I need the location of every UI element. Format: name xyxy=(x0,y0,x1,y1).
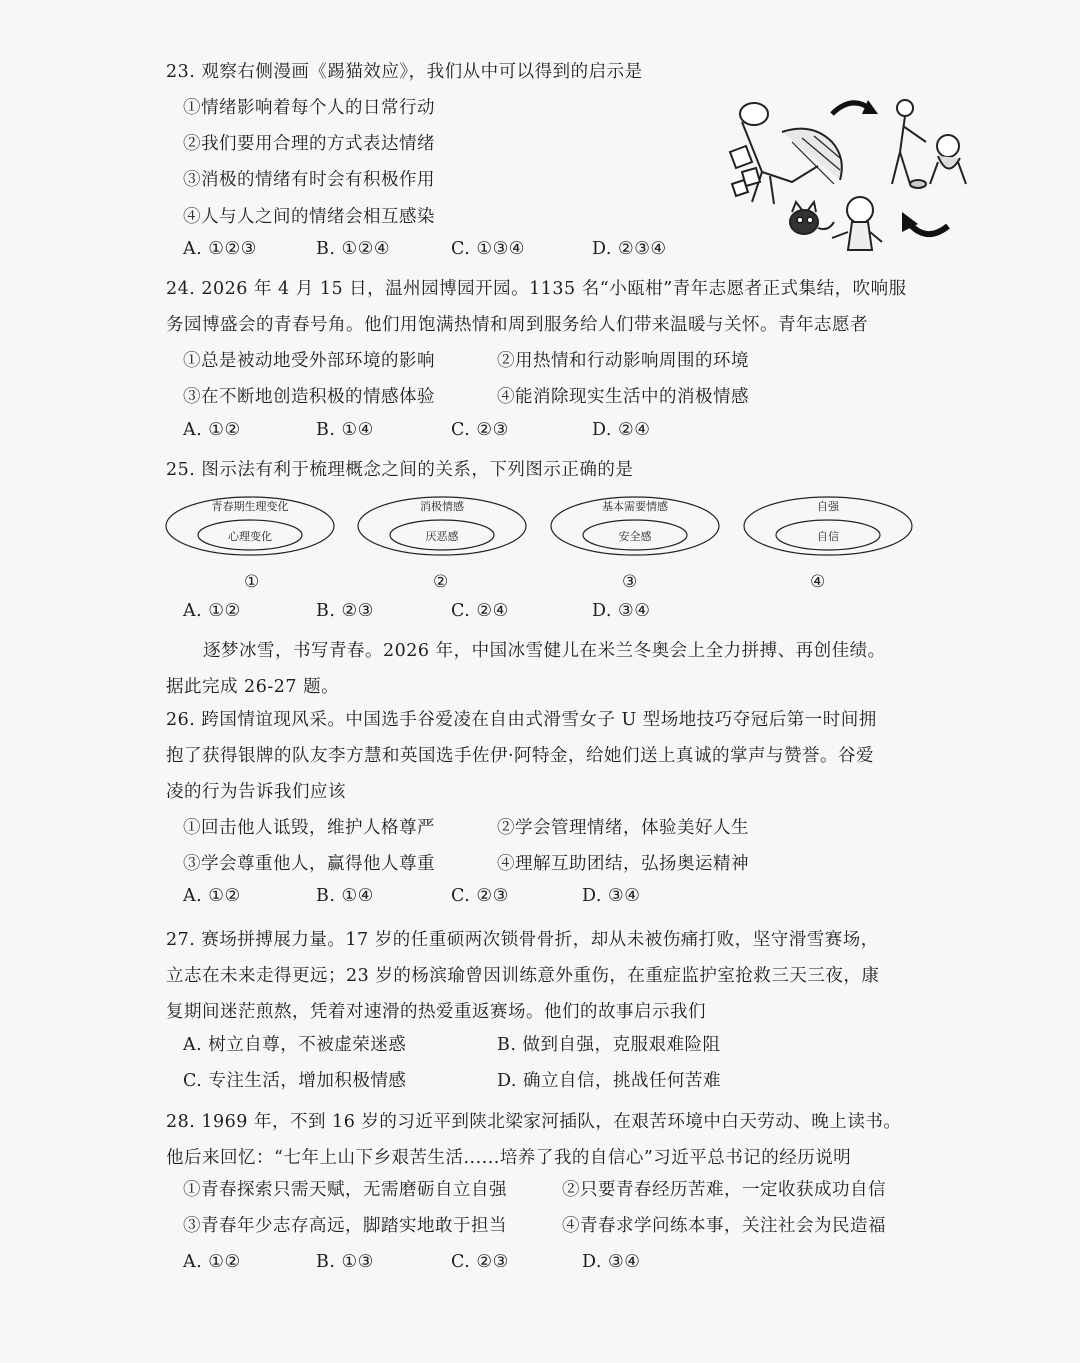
q25-diagram-4 xyxy=(742,495,914,557)
q23-option-a[interactable]: A. ①②③ xyxy=(183,239,257,259)
q24-item-2: ②用热情和行动影响周围的环境 xyxy=(497,351,749,371)
q24-option-c[interactable]: C. ②③ xyxy=(451,420,509,440)
q28-option-c[interactable]: C. ②③ xyxy=(451,1252,509,1272)
q25-diagram-2-number: ② xyxy=(433,572,449,592)
q25-diagram-1 xyxy=(164,495,336,557)
q25-option-c[interactable]: C. ②④ xyxy=(451,601,509,621)
q25-stem: 25. 图示法有利于梳理概念之间的关系，下列图示正确的是 xyxy=(166,460,634,480)
q23-stem: 23. 观察右侧漫画《踢猫效应》，我们从中可以得到的启示是 xyxy=(166,62,643,82)
q25-diagram-1-outer-label: 青春期生理变化 xyxy=(211,500,289,513)
q26-option-b[interactable]: B. ①④ xyxy=(316,886,374,906)
q25-diagram-2-outer-label: 消极情感 xyxy=(420,500,464,513)
q23-option-b[interactable]: B. ①②④ xyxy=(316,239,391,259)
q24-stem-line-1: 24. 2026 年 4 月 15 日，温州园博园开园。1135 名“小瓯柑”青年志愿者正式集结，吹响服 xyxy=(166,279,907,299)
q27-stem-line-3: 复期间迷茫煎熬，凭着对速滑的热爱重返赛场。他们的故事启示我们 xyxy=(166,1002,706,1022)
q24-option-b[interactable]: B. ①④ xyxy=(316,420,374,440)
q24-item-4: ④能消除现实生活中的消极情感 xyxy=(497,387,749,407)
intro-line-2: 据此完成 26-27 题。 xyxy=(166,677,340,697)
q25-diagram-1-number: ① xyxy=(244,572,260,592)
q24-stem-line-2: 务园博盛会的青春号角。他们用饱满热情和周到服务给人们带来温暖与关怀。青年志愿者 xyxy=(166,315,868,335)
q25-diagram-4-number: ④ xyxy=(810,572,826,592)
q25-diagram-3-number: ③ xyxy=(622,572,638,592)
q26-option-a[interactable]: A. ①② xyxy=(183,886,241,906)
q25-diagram-2 xyxy=(356,495,528,557)
q28-item-1: ①青春探索只需天赋，无需磨砺自立自强 xyxy=(183,1180,507,1200)
q23-option-d[interactable]: D. ②③④ xyxy=(592,239,667,259)
q25-diagram-2-inner-label: 厌恶感 xyxy=(425,530,459,543)
q25-diagram-1-inner-label: 心理变化 xyxy=(228,530,272,543)
q26-item-2: ②学会管理情绪，体验美好人生 xyxy=(497,818,749,838)
q26-stem-line-3: 凌的行为告诉我们应该 xyxy=(166,782,346,802)
q25-diagram-4-outer-label: 自强 xyxy=(817,500,839,513)
q25-option-a[interactable]: A. ①② xyxy=(183,601,241,621)
q28-item-3: ③青春年少志存高远，脚踏实地敢于担当 xyxy=(183,1216,507,1236)
q26-option-c[interactable]: C. ②③ xyxy=(451,886,509,906)
q23-option-c[interactable]: C. ①③④ xyxy=(451,239,525,259)
q26-item-4: ④理解互助团结，弘扬奥运精神 xyxy=(497,854,749,874)
q24-option-d[interactable]: D. ②④ xyxy=(592,420,651,440)
q25-option-d[interactable]: D. ③④ xyxy=(592,601,651,621)
intro-line-1: 逐梦冰雪，书写青春。2026 年，中国冰雪健儿在米兰冬奥会上全力拼搏、再创佳绩。 xyxy=(203,641,886,661)
q26-item-1: ①回击他人诋毁，维护人格尊严 xyxy=(183,818,435,838)
q26-stem-line-1: 26. 跨国情谊现风采。中国选手谷爱凌在自由式滑雪女子 U 型场地技巧夺冠后第一时间拥 xyxy=(166,710,877,730)
q23-item-2: ②我们要用合理的方式表达情绪 xyxy=(183,134,435,154)
q24-option-a[interactable]: A. ①② xyxy=(183,420,241,440)
q25-diagram-3-inner-label: 安全感 xyxy=(618,530,652,543)
q27-stem-line-2: 立志在未来走得更远；23 岁的杨滨瑜曾因训练意外重伤，在重症监护室抢救三天三夜，康 xyxy=(166,966,880,986)
q24-item-1: ①总是被动地受外部环境的影响 xyxy=(183,351,435,371)
q26-item-3: ③学会尊重他人，赢得他人尊重 xyxy=(183,854,435,874)
q27-option-a[interactable]: A. 树立自尊，不被虚荣迷惑 xyxy=(183,1035,407,1055)
q26-option-d[interactable]: D. ③④ xyxy=(582,886,641,906)
q24-item-3: ③在不断地创造积极的情感体验 xyxy=(183,387,435,407)
q28-stem-line-1: 28. 1969 年，不到 16 岁的习近平到陕北梁家河插队，在艰苦环境中白天劳动、晚上读书。 xyxy=(166,1112,902,1132)
q28-option-d[interactable]: D. ③④ xyxy=(582,1252,641,1272)
q23-item-3: ③消极的情绪有时会有积极作用 xyxy=(183,170,435,190)
q27-stem-line-1: 27. 赛场拼搏展力量。17 岁的任重硕两次锁骨骨折，却从未被伤痛打败，坚守滑雪赛场， xyxy=(166,930,879,950)
q25-diagram-4-inner-label: 自信 xyxy=(817,530,839,543)
q28-option-a[interactable]: A. ①② xyxy=(183,1252,241,1272)
cartoon-kick-the-cat-icon xyxy=(722,92,974,260)
q28-item-2: ②只要青春经历苦难，一定收获成功自信 xyxy=(562,1180,886,1200)
q23-item-1: ①情绪影响着每个人的日常行动 xyxy=(183,98,435,118)
q28-stem-line-2: 他后来回忆：“七年上山下乡艰苦生活......培养了我的自信心”习近平总书记的经历说明 xyxy=(166,1148,852,1168)
q27-option-c[interactable]: C. 专注生活，增加积极情感 xyxy=(183,1071,407,1091)
q28-option-b[interactable]: B. ①③ xyxy=(316,1252,374,1272)
q25-diagram-3 xyxy=(549,495,721,557)
q26-stem-line-2: 抱了获得银牌的队友李方慧和英国选手佐伊·阿特金，给她们送上真诚的掌声与赞誉。谷爱 xyxy=(166,746,875,766)
q27-option-d[interactable]: D. 确立自信，挑战任何苦难 xyxy=(497,1071,722,1091)
q27-option-b[interactable]: B. 做到自强，克服艰难险阻 xyxy=(497,1035,721,1055)
q25-diagram-3-outer-label: 基本需要情感 xyxy=(602,500,668,513)
q28-item-4: ④青春求学问练本事，关注社会为民造福 xyxy=(562,1216,886,1236)
q23-item-4: ④人与人之间的情绪会相互感染 xyxy=(183,207,435,227)
q25-option-b[interactable]: B. ②③ xyxy=(316,601,374,621)
